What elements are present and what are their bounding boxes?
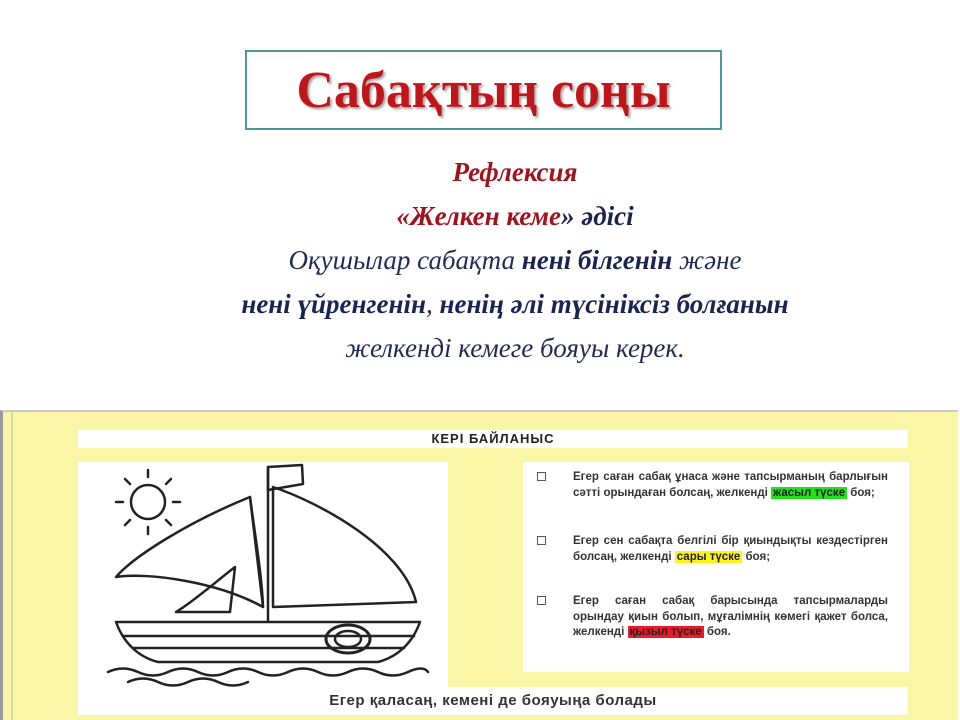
line3-part-c: және bbox=[672, 245, 742, 275]
line4-part-b: , bbox=[425, 289, 440, 319]
method-suffix: » әдісі bbox=[561, 201, 634, 231]
instruction-item-red bbox=[573, 594, 888, 641]
slide-title: Сабақтың соңы bbox=[296, 61, 671, 119]
item-text: Егер саған сабақ ұнаса және тапсырманың барлығын сәтті орындаған болсаң, желкенді bbox=[573, 471, 888, 499]
sun-icon bbox=[116, 470, 180, 534]
method-line bbox=[120, 194, 910, 238]
item-text: Егер саған сабақ барысында тапсырмаларды орындау қиын болып, мұғалімнің көмегі қажет болса, желкенді bbox=[573, 595, 888, 638]
method-open-quote: « bbox=[396, 201, 410, 231]
checkbox-icon bbox=[537, 536, 546, 545]
instruction-item-yellow bbox=[573, 534, 888, 565]
item-tail: боя; bbox=[742, 550, 771, 563]
line4-part-a: нені үйренгенін bbox=[241, 289, 426, 319]
item-text: Егер сен сабақта белгілі бір қиындықты кездестірген болсаң, желкенді bbox=[573, 535, 888, 563]
worksheet-footer: Егер қаласаң, кемені де бояуыңа болады bbox=[78, 687, 908, 715]
instruction-line-5: желкенді кемеге бояуы керек. bbox=[345, 333, 685, 363]
item-tail: боя; bbox=[847, 486, 875, 499]
panel-edge bbox=[11, 412, 13, 720]
checkbox-icon bbox=[537, 596, 546, 605]
reflection-heading: Рефлексия bbox=[452, 157, 578, 187]
instructions bbox=[120, 150, 910, 370]
title-box bbox=[245, 50, 722, 130]
instruction-line-4 bbox=[120, 282, 910, 326]
boat-drawing-box bbox=[78, 462, 448, 687]
line4-part-c: ненің әлі түсініксіз болғанын bbox=[439, 289, 789, 319]
instruction-item-green bbox=[573, 470, 888, 501]
worksheet-header: КЕРІ БАЙЛАНЫС bbox=[78, 430, 908, 448]
checkbox-icon bbox=[537, 472, 546, 481]
instruction-line-3 bbox=[120, 238, 910, 282]
line3-part-a: Оқушылар сабақта bbox=[288, 245, 522, 275]
method-name: Желкен кеме bbox=[409, 201, 562, 231]
highlight-green: жасыл түске bbox=[773, 486, 846, 499]
highlight-yellow: сары түске bbox=[676, 550, 741, 563]
item-tail: боя. bbox=[703, 626, 731, 638]
instructions-box bbox=[523, 462, 909, 672]
feedback-worksheet bbox=[0, 410, 958, 720]
highlight-red: қызыл түске bbox=[629, 626, 702, 638]
sailboat-drawing bbox=[78, 462, 448, 687]
line3-part-b: нені білгенін bbox=[521, 245, 673, 275]
